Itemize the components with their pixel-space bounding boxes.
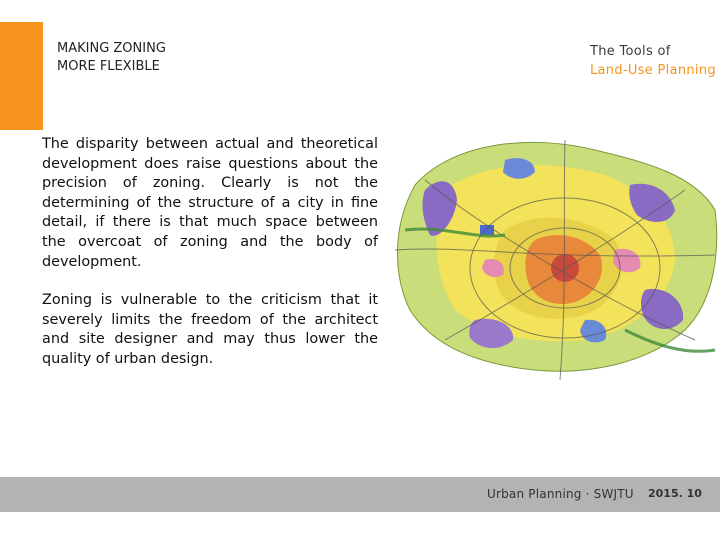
- slide-title-line-2: MORE FLEXIBLE: [57, 59, 160, 74]
- brand-line-1: The Tools of: [590, 44, 671, 59]
- slide-title-line-1: MAKING ZONING: [57, 41, 166, 56]
- slide-title: [57, 40, 166, 76]
- footer-organization: Urban Planning · SWJTU: [487, 487, 634, 501]
- footer-date: 2015. 10: [648, 487, 702, 500]
- zoning-map-image: [385, 130, 720, 385]
- paragraph-2: Zoning is vulnerable to the criticism that it severely limits the freedom of the architect and site designer and may thus lower the quality of urban design.: [42, 292, 378, 367]
- body-text: [42, 135, 378, 389]
- brand-line-2: Land-Use Planning: [590, 63, 716, 78]
- paragraph-1: The disparity between actual and theoretical development does raise questions about the precision of zoning. Clearly is not the determining of the structure of a city in fine detail, if there is that much space between the overcoat of zoning and the body of development.: [42, 136, 378, 270]
- accent-bar: [0, 22, 43, 130]
- brand-header: [590, 42, 716, 80]
- footer-bar: [0, 477, 720, 512]
